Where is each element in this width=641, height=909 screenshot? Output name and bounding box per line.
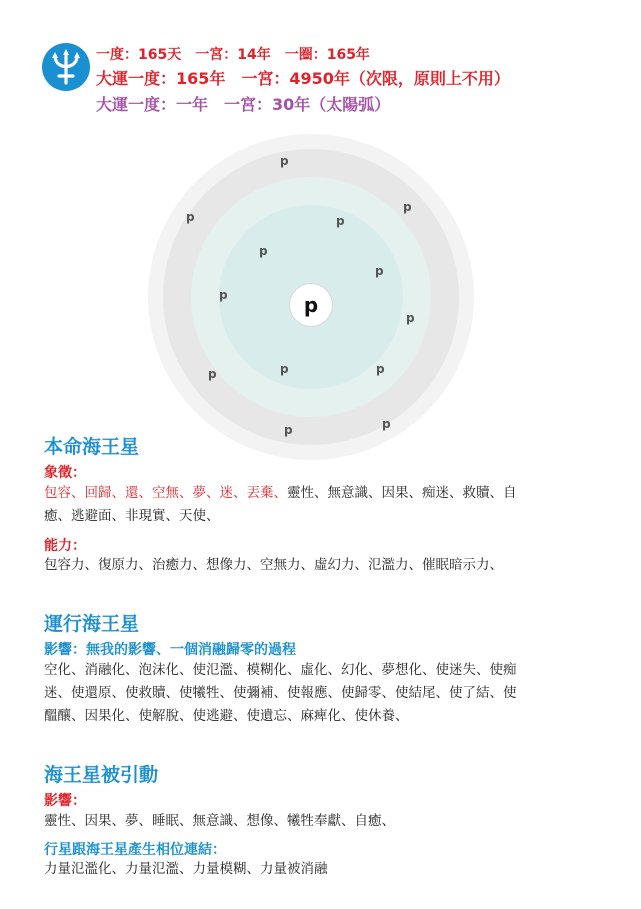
triggered-aspect-text: 力量氾濫化、力量氾濫、力量模糊、力量被消融 <box>44 861 328 877</box>
planet-mark: p <box>375 264 384 278</box>
planet-mark: p <box>280 154 289 168</box>
triggered-title: 海王星被引動 <box>44 764 159 786</box>
natal-symbol-rest-1: 靈性、無意識、因果、痴迷、救贖、自 <box>287 485 517 501</box>
natal-title: 本命海王星 <box>44 436 140 458</box>
planet-mark: p <box>280 362 289 376</box>
planet-mark: p <box>219 288 228 302</box>
center-planet: p <box>289 283 333 327</box>
transit-line-3: 醞釀、因果化、使解脫、使逃避、使遺忘、麻痺化、使休養、 <box>44 708 409 724</box>
planet-mark: p <box>406 311 415 325</box>
planet-mark: p <box>376 362 385 376</box>
planet-mark: p <box>208 367 217 381</box>
transit-line-1: 空化、消融化、泡沫化、使氾濫、模糊化、虛化、幻化、夢想化、使迷失、使痴 <box>44 662 517 678</box>
natal-symbol-red: 包容、回歸、還、空無、夢、迷、丟棄、 <box>44 485 287 501</box>
natal-symbol-rest-2: 癒、逃避面、非現實、天使、 <box>44 508 220 524</box>
header <box>42 40 622 116</box>
orbit-diagram <box>148 134 474 460</box>
planet-mark: p <box>259 244 268 258</box>
transit-line-2: 迷、使還原、使救贖、使犧牲、使彌補、使報應、使歸零、使結尾、使了結、使 <box>44 685 517 701</box>
natal-symbol-text <box>44 482 584 528</box>
planet-mark: p <box>186 210 195 224</box>
transit-influence-label: 影響：無我的影響、一個消融歸零的過程 <box>44 642 296 658</box>
triggered-aspect-label: 行星跟海王星產生相位連結： <box>44 842 226 858</box>
planet-mark: p <box>403 200 412 214</box>
transit-title: 運行海王星 <box>44 613 140 635</box>
neptune-symbol-icon <box>42 43 90 91</box>
header-line-1: 一度：165天 一宮：14年 一圈：165年 <box>96 47 370 63</box>
natal-symbol-label: 象徵： <box>44 465 86 481</box>
planet-mark: p <box>284 423 293 437</box>
triggered-influence-text: 靈性、因果、夢、睡眠、無意識、想像、犧牲奉獻、自癒、 <box>44 813 395 829</box>
triggered-influence-label: 影響： <box>44 793 86 809</box>
natal-ability-label: 能力： <box>44 538 86 554</box>
header-line-2: 大運一度：165年 一宮：4950年（次限，原則上不用） <box>96 69 510 88</box>
planet-mark: p <box>382 417 391 431</box>
transit-influence-text <box>44 659 584 728</box>
header-line-3: 大運一度：一年 一宮：30年（太陽弧） <box>96 95 391 114</box>
planet-mark: p <box>336 214 345 228</box>
natal-ability-text: 包容力、復原力、治癒力、想像力、空無力、虛幻力、氾濫力、催眠暗示力、 <box>44 557 503 573</box>
